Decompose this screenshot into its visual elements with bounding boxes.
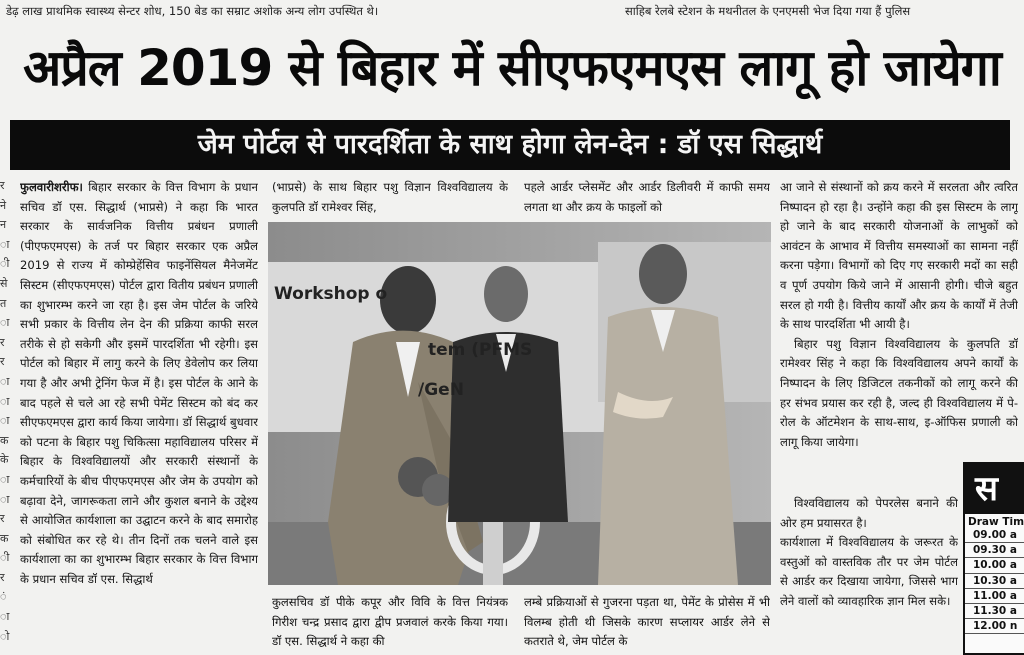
- left-edge-fragment: क: [0, 531, 9, 545]
- ad-time-row: 10.00 a: [965, 558, 1024, 573]
- left-edge-fragment: त: [0, 296, 7, 310]
- caption-right-text: लम्बे प्रक्रियाओं से गुजरना पड़ता था, पेमेंट के प्रोसेस में भी विलम्ब होती थी जिसके कारण सप्लायर आर्डर लेने से कतराते थे, जेम पोर्टल के: [524, 595, 770, 649]
- draw-time-ad: [963, 462, 1024, 655]
- left-edge-fragment: ने: [0, 198, 7, 212]
- article-column-2-top: [272, 178, 508, 218]
- left-edge-fragment: न: [0, 218, 7, 232]
- ad-header: Draw Tim: [968, 516, 1024, 528]
- left-edge-fragment: र: [0, 355, 5, 369]
- left-edge-fragment: क: [0, 433, 9, 447]
- ad-time-row: 11.00 a: [965, 589, 1024, 604]
- photo-banner-text-3: /GeN: [418, 380, 464, 400]
- ad-letter: स: [965, 464, 1024, 514]
- left-edge-fragment: के: [0, 453, 9, 467]
- caption-right: [524, 593, 770, 651]
- left-edge-fragment: र: [0, 179, 5, 192]
- subheadline-bar: जेम पोर्टल से पारदर्शिता के साथ होगा लेन-देन : डॉ एस सिद्धार्थ: [10, 120, 1010, 170]
- news-photo: [268, 222, 771, 585]
- left-edge-fragment: र: [0, 335, 5, 349]
- news-photo-illustration: [268, 222, 771, 585]
- article-column-4-text: आ जाने से संस्थानों को क्रय करने में सरलता और त्वरित निष्पादन हो रहा है। उन्होंने कहा की इस सिस्टम के लागू हो जाने के बाद सरकारी योजनाओं के लाभुकों को आवंटन के आभाव में वित्तीय समस्याओं का सामना नहीं करना पड़ेगा। विभागों को दिए गए सरकारी मदों का सही व पूर्ण उपयोग किये जाने में आसानी होगी। चीजे बहुत सरल हो गयी है। वित्तीय कार्यों और क्रय के कार्यों में तेजी के साथ पारदर्शिता भी आयी है।: [780, 180, 1018, 332]
- article-column-3-top-text: पहले आर्डर प्लेसमेंट और आर्डर डिलीवरी में काफी समय लगता था और क्रय के फाइलों को: [524, 180, 770, 214]
- left-edge-fragment: ा: [0, 492, 10, 506]
- left-edge-fragment: ा: [0, 374, 10, 388]
- ad-time-row: 09.00 a: [965, 528, 1024, 543]
- article-column-4-para-3: विश्वविद्यालय को पेपरलेस बनाने की ओर हम प्रयासरत है।: [780, 496, 958, 530]
- left-edge-fragment: र: [0, 570, 5, 584]
- top-strip-right-text: साहिब रेलबे स्टेशन के मथनीतल के एनएमसी भेज दिया गया हैं पुलिस: [625, 4, 911, 18]
- article-column-4: [780, 178, 1018, 453]
- left-edge-fragment: ा: [0, 237, 10, 251]
- dateline: फुलवारीशरीफ।: [20, 180, 83, 194]
- article-column-3-top: [524, 178, 770, 218]
- ad-time-list: [965, 528, 1024, 634]
- ad-time-row: 10.30 a: [965, 574, 1024, 589]
- article-column-4-para-4: कार्यशाला में विश्वविद्यालय के जरूरत के वस्तुओं को वास्तविक तौर पर जेम पोर्टल से आर्डर कर दिखाया जायेगा, जिससे भाग लेने वालों को व्यावहारिक ज्ञान मिल सके।: [780, 535, 958, 608]
- article-column-4-lower: [780, 458, 958, 651]
- left-edge-fragment: ा: [0, 472, 10, 486]
- left-edge-fragment: से: [0, 276, 8, 290]
- headline: अप्रैल 2019 से बिहार में सीएफएमएस लागू हो जायेगा: [23, 39, 1001, 97]
- left-edge-fragment: ो: [0, 629, 10, 643]
- top-strip-left-text: डेढ़ लाख प्राथमिक स्वास्थ्य सेन्टर शोध, 150 बेड का सम्राट अशोक अन्य लोग उपस्थित थे।: [6, 4, 379, 18]
- top-strip: [0, 0, 1024, 24]
- caption-left: [272, 593, 508, 651]
- article-column-1-text: बिहार सरकार के वित्त विभाग के प्रधान सचिव डॉ एस. सिद्धार्थ (भाप्रसे) ने कहा कि भारत सरकार के सार्वजनिक वित्तीय प्रबंधन प्रणाली (पीएफएमएस) के तर्ज पर बिहार सरकार एक अप्रैल 2019 से राज्य में कोम्प्रेहेंसिव फाइनेंसियल मैनेजमेंट सिस्टम (सीएफएमएस) पोर्टल द्वारा वितीय प्रबंधन प्रणाली का शुभारम्भ करने जा रहा है। इस जेम पोर्टल के जरिये सभी प्रकार के वित्तीय लेन देन की प्रक्रिया काफी सरल तरीके से हो सकेगी और इसमें पारदर्शिता भी रहेगी। इस पोर्टल को बिहार में लागु करने के लिए डेवेलोप कर लिया गया है और अभी ट्रेनिंग फेज में है। इस पोर्टल के आने के बाद पहले से चले आ रहे सभी पेमेंट सिस्टम को बंद कर सीएफएमएस द्वारा कार्य किया जायेगा। डॉ सिद्धार्थ बुधवार को पटना के बिहार पशु चिकित्सा महाविद्यालय परिसर में बिहार के विश्वविद्यालयों और सरकारी संस्थानों के कर्मचारियों के बीच पीएफएमएस और जेम के उपयोग को बढ़ावा देने, जागरूकता लाने और कुशल बनाने के उद्देश्य से आयोजित कार्यशाला का उद्घाटन करने के बाद समारोह को संबोधित कर रहे थे। तीन दिनों तक चलने वाले इस कार्यशाला का का शुभारम्भ बिहार सरकार के वित्त विभाग के प्रधान सचिव डॉ एस. सिद्धार्थ: [20, 180, 258, 586]
- left-edge-fragment: ा: [0, 610, 10, 624]
- left-edge-fragment: ा: [0, 316, 10, 330]
- article-column-4-para-2: बिहार पशु विज्ञान विश्वविद्यालय के कुलपति डॉ रामेश्वर सिंह ने कहा कि विश्वविद्यालय अपने कार्यों के निष्पादन के लिए डिजिटल तकनीकों को लागू करने की हर संभव प्रयास कर रही है, जल्द ही विश्वविद्यालय में पे-रोल के ऑटमेशन के साथ-साथ, इ-ऑफिस प्रणाली को लागू किया जायेगा।: [780, 336, 1018, 449]
- article-column-1: [20, 178, 258, 651]
- ad-time-row: 11.30 a: [965, 604, 1024, 619]
- article-column-2-top-text: (भाप्रसे) के साथ बिहार पशु विज्ञान विश्वविद्यालय के कुलपति डॉ रामेश्वर सिंह,: [272, 180, 508, 214]
- photo-banner-text-1: Workshop o: [274, 284, 388, 304]
- left-edge-fragment: ी: [0, 257, 10, 271]
- left-edge-fragment: ी: [0, 551, 10, 565]
- left-edge-fragment: ं: [0, 590, 7, 604]
- left-edge-fragment: र: [0, 512, 5, 526]
- ad-time-row: 12.00 n: [965, 619, 1024, 634]
- ad-time-row: 09.30 a: [965, 543, 1024, 558]
- left-edge-column: [0, 176, 12, 651]
- left-edge-fragment: ा: [0, 414, 10, 428]
- photo-banner-text-2: tem (PFMS: [428, 340, 533, 360]
- left-edge-fragment: ा: [0, 394, 10, 408]
- caption-left-text: कुलसचिव डॉ पीके कपूर और विवि के वित्त नियंत्रक गिरीश चन्द्र प्रसाद द्वारा द्वीप प्रजवालं करके किया गया। डॉ एस. सिद्धार्थ ने कहा की: [272, 595, 508, 649]
